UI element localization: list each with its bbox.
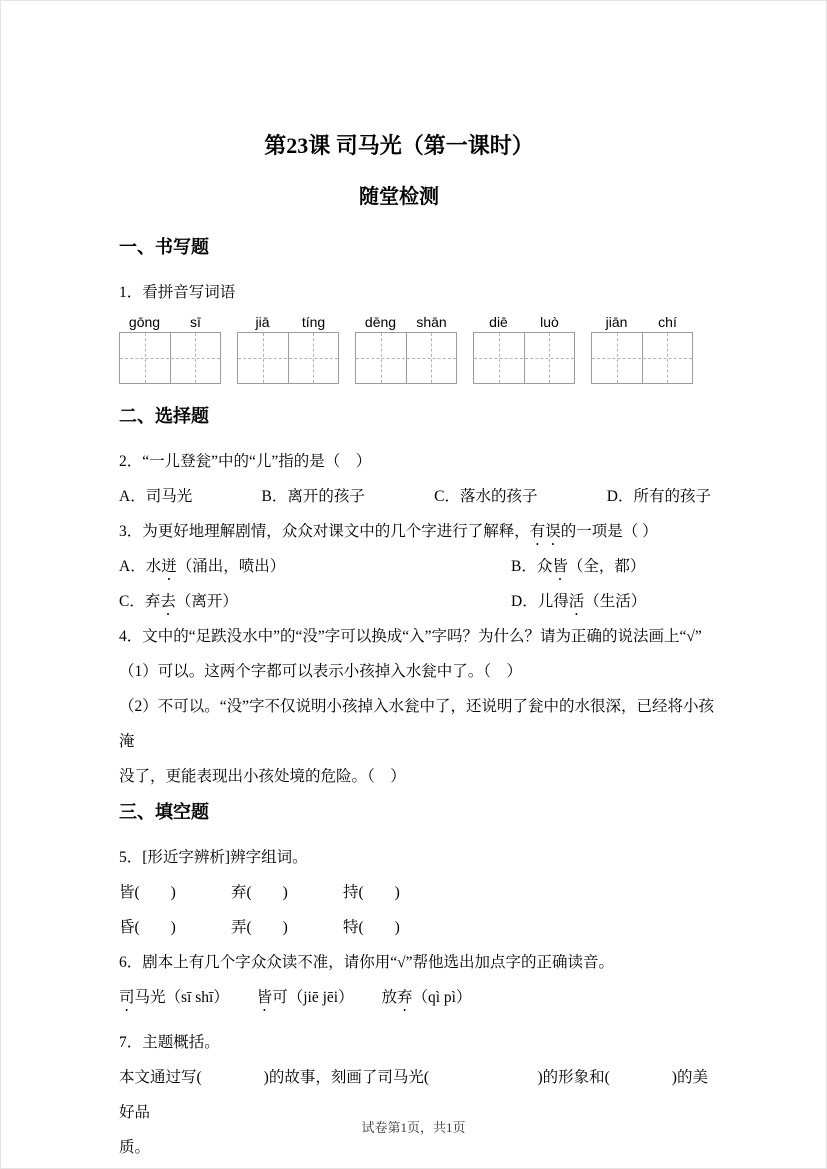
section-heading-choice: 二、选择题 (119, 406, 209, 426)
q3-option-c[interactable]: C．弃去（离开） (119, 593, 238, 610)
q2-stem: 2．“一儿登瓮”中的“儿”指的是（ ） (119, 453, 372, 470)
q2-option-d[interactable]: D．所有的孩子 (606, 488, 711, 505)
q3-option-d[interactable]: D．儿得活（生活） (511, 593, 647, 610)
writing-cell[interactable] (288, 333, 339, 383)
q5-blank[interactable]: 弄( ) (231, 919, 288, 936)
q3-options-row1 (119, 549, 715, 584)
character-writing-box[interactable] (119, 332, 221, 384)
pinyin-syllable: jiā (255, 314, 270, 330)
q5-blank[interactable]: 弃( ) (231, 884, 288, 901)
q2-option-c[interactable]: C．落水的孩子 (434, 488, 538, 505)
q3-stem-text: 3．为更好地理解剧情，众众对课文中的几个字进行了解释， (119, 523, 530, 540)
emphasized-char: 皆 (256, 989, 273, 1006)
pinyin-labels (237, 314, 339, 330)
q4-item-2-line1: （2）不可以。“没”字不仅说明小孩掉入水瓮中了，还说明了瓮中的水很深，已经将小孩淹 (119, 698, 715, 750)
q5-row1 (119, 875, 715, 910)
pinyin-syllable: sī (190, 314, 201, 330)
q4-item-2-line2: 没了，更能表现出小孩处境的危险。（ ） (119, 768, 406, 785)
q5-row2 (119, 910, 715, 945)
q5-blank[interactable]: 皆( ) (119, 884, 176, 901)
q6-word-choice[interactable]: 司马光（sī shī） (119, 989, 229, 1006)
pinyin-syllable: jiān (605, 314, 628, 330)
writing-grid-group (473, 314, 575, 384)
writing-grid-group (119, 314, 221, 384)
q5-blank[interactable]: 持( ) (343, 884, 400, 901)
q6-word-choice[interactable]: 放弃（qì pì） (381, 989, 472, 1006)
emphasized-char: 司 (119, 989, 135, 1006)
q5-stem: 5．[形近字辨析]辨字组词。 (119, 849, 308, 866)
q1-stem: 1．看拼音写词语 (119, 284, 236, 301)
character-writing-box[interactable] (237, 332, 339, 384)
pinyin-syllable: shān (416, 314, 447, 330)
writing-cell[interactable] (120, 333, 170, 383)
emphasized-char: 迸 (161, 558, 177, 575)
pinyin-writing-grid (119, 314, 715, 384)
pinyin-labels (119, 314, 221, 330)
pinyin-syllable: luò (540, 314, 559, 330)
q7-fill-line2: 质。 (119, 1139, 151, 1156)
q6-word-choice[interactable]: 皆可（jiē jēi） (256, 989, 354, 1006)
writing-cell[interactable] (406, 333, 457, 383)
q7-fill-line1[interactable]: 本文通过写( )的故事，刻画了司马光( )的形象和( )的美好品 (119, 1069, 708, 1121)
page-footer: 试卷第1页，共1页 (361, 1120, 466, 1135)
writing-cell[interactable] (592, 333, 642, 383)
writing-cell[interactable] (238, 333, 288, 383)
emphasized-char: 去 (160, 593, 176, 610)
q2-option-a[interactable]: A．司马光 (119, 488, 193, 505)
section-heading-fill-blank: 三、填空题 (119, 802, 209, 822)
pinyin-labels (591, 314, 693, 330)
pinyin-labels (473, 314, 575, 330)
emphasized-char: 活 (568, 593, 585, 610)
writing-cell[interactable] (170, 333, 221, 383)
writing-grid-group (355, 314, 457, 384)
pinyin-syllable: dēng (364, 314, 397, 330)
q3-option-a[interactable]: A．水迸（涌出，喷出） (119, 558, 286, 575)
pinyin-syllable: diē (489, 314, 508, 330)
q3-stem-text-end: 的一项是（ ） (560, 523, 658, 540)
writing-cell[interactable] (356, 333, 406, 383)
emphasized-char: 弃 (396, 989, 413, 1006)
page-title: 第23课 司马光（第一课时） (264, 133, 534, 158)
q7-stem: 7．主题概括。 (119, 1034, 220, 1051)
q6-items (119, 980, 715, 1015)
writing-cell[interactable] (474, 333, 524, 383)
pinyin-labels (355, 314, 457, 330)
character-writing-box[interactable] (591, 332, 693, 384)
q4-stem: 4．文中的“足跌没水中”的“没”字可以换成“入”字吗？为什么？请为正确的说法画上“√” (119, 628, 702, 645)
writing-grid-group (237, 314, 339, 384)
q2-option-b[interactable]: B．离开的孩子 (261, 488, 365, 505)
pinyin-syllable: gōng (128, 314, 161, 330)
q5-blank[interactable]: 昏( ) (119, 919, 176, 936)
character-writing-box[interactable] (473, 332, 575, 384)
pinyin-syllable: chí (658, 314, 677, 330)
q2-options (119, 479, 711, 514)
writing-cell[interactable] (524, 333, 575, 383)
q3-option-b[interactable]: B．众皆（全，都） (511, 558, 646, 575)
writing-cell[interactable] (642, 333, 693, 383)
q6-stem: 6．剧本上有几个字众众读不准，请你用“√”帮他选出加点字的正确读音。 (119, 954, 615, 971)
worksheet-content (119, 1, 715, 1165)
pinyin-syllable: tíng (301, 314, 326, 330)
section-heading-writing: 一、书写题 (119, 237, 209, 257)
writing-grid-group (591, 314, 693, 384)
emphasized-char: 皆 (552, 558, 568, 575)
q3-options-row2 (119, 584, 715, 619)
q3-stem-emphasized: 有误 (529, 523, 561, 540)
q4-item-1: （1）可以。这两个字都可以表示小孩掉入水瓮中了。（ ） (119, 663, 523, 680)
q5-blank[interactable]: 特( ) (343, 919, 400, 936)
q3-stem (119, 514, 715, 549)
character-writing-box[interactable] (355, 332, 457, 384)
page-subtitle: 随堂检测 (359, 186, 439, 208)
